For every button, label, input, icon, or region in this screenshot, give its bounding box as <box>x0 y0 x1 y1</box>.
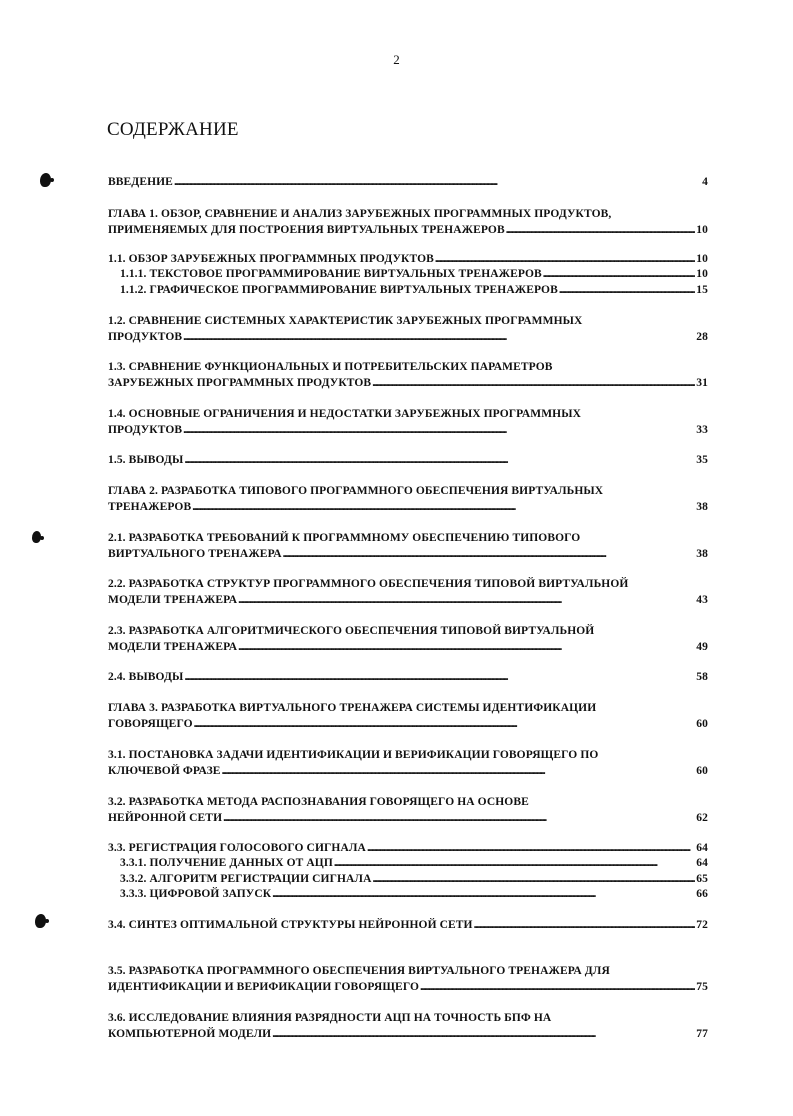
toc-entry-text: 1.2. СРАВНЕНИЕ СИСТЕМНЫХ ХАРАКТЕРИСТИК ЗАРУБЕЖНЫХ ПРОГРАММНЫХ <box>108 315 583 327</box>
toc-entry-text: 1.3. СРАВНЕНИЕ ФУНКЦИОНАЛЬНЫХ И ПОТРЕБИТЕЛЬСКИХ ПАРАМЕТРОВ <box>108 361 553 373</box>
dot-leader <box>192 500 695 516</box>
toc-entry-text: 3.6. ИССЛЕДОВАНИЕ ВЛИЯНИЯ РАЗРЯДНОСТИ АЦП НА ТОЧНОСТЬ БПФ НА <box>108 1012 552 1024</box>
toc-entry-text: 1.4. ОСНОВНЫЕ ОГРАНИЧЕНИЯ И НЕДОСТАТКИ ЗАРУБЕЖНЫХ ПРОГРАММНЫХ <box>108 408 581 420</box>
toc-page-number: 15 <box>696 284 708 296</box>
toc-entry <box>108 670 708 686</box>
toc-title: СОДЕРЖАНИЕ <box>107 119 239 140</box>
toc-page-number: 72 <box>696 919 708 931</box>
toc-entry-text: ИДЕНТИФИКАЦИИ И ВЕРИФИКАЦИИ ГОВОРЯЩЕГО <box>108 980 419 993</box>
toc-page-number: 10 <box>696 223 708 236</box>
dot-leader <box>183 330 695 346</box>
toc-entry-text: ЗАРУБЕЖНЫХ ПРОГРАММНЫХ ПРОДУКТОВ <box>108 376 372 389</box>
dot-leader <box>238 640 695 656</box>
toc-entry-text: 1.1.2. ГРАФИЧЕСКОЕ ПРОГРАММИРОВАНИЕ ВИРТУАЛЬНЫХ ТРЕНАЖЕРОВ <box>120 284 558 296</box>
toc-entry-text: МОДЕЛИ ТРЕНАЖЕРА <box>108 593 238 606</box>
toc-entry-text: 2.4. ВЫВОДЫ <box>108 671 184 683</box>
toc-entry <box>108 701 708 733</box>
toc-page-number: 10 <box>696 253 708 265</box>
dot-leader <box>222 764 696 780</box>
toc-entry <box>108 795 708 827</box>
dot-leader <box>420 980 695 996</box>
toc-entry <box>108 918 708 934</box>
toc-entry-text: НЕЙРОННОЙ СЕТИ <box>108 811 223 824</box>
dot-leader <box>223 811 695 827</box>
toc-entry-text: 3.5. РАЗРАБОТКА ПРОГРАММНОГО ОБЕСПЕЧЕНИЯ ВИРТУАЛЬНОГО ТРЕНАЖЕРА ДЛЯ <box>108 965 610 977</box>
toc-entry <box>120 267 708 283</box>
dot-leader <box>372 376 695 392</box>
toc-entry-text: 1.1.1. ТЕКСТОВОЕ ПРОГРАММИРОВАНИЕ ВИРТУАЛЬНЫХ ТРЕНАЖЕРОВ <box>120 268 542 280</box>
toc-entry-text: ГОВОРЯЩЕГО <box>108 717 193 730</box>
dot-leader <box>174 175 701 191</box>
dot-leader <box>183 423 695 439</box>
toc-page-number: 38 <box>696 547 708 560</box>
toc-entry-text: 2.3. РАЗРАБОТКА АЛГОРИТМИЧЕСКОГО ОБЕСПЕЧЕНИЯ ТИПОВОЙ ВИРТУАЛЬНОЙ <box>108 625 595 637</box>
toc-entry <box>108 175 708 191</box>
toc-entry-text: 3.1. ПОСТАНОВКА ЗАДАЧИ ИДЕНТИФИКАЦИИ И ВЕРИФИКАЦИИ ГОВОРЯЩЕГО ПО <box>108 749 599 761</box>
margin-ink-blot <box>35 914 46 928</box>
toc-page-number: 10 <box>696 268 708 280</box>
toc-entry <box>108 624 708 656</box>
toc-page-number: 65 <box>696 873 708 885</box>
toc-entry-text: ГЛАВА 3. РАЗРАБОТКА ВИРТУАЛЬНОГО ТРЕНАЖЕРА СИСТЕМЫ ИДЕНТИФИКАЦИИ <box>108 702 597 714</box>
toc-entry-text: 2.2. РАЗРАБОТКА СТРУКТУР ПРОГРАММНОГО ОБЕСПЕЧЕНИЯ ТИПОВОЙ ВИРТУАЛЬНОЙ <box>108 578 629 590</box>
toc-entry <box>108 748 708 780</box>
dot-leader <box>283 547 696 563</box>
dot-leader <box>435 252 695 268</box>
toc-entry-text: КОМПЬЮТЕРНОЙ МОДЕЛИ <box>108 1027 272 1040</box>
dot-leader <box>184 670 695 686</box>
toc-page-number: 66 <box>696 888 708 900</box>
toc-entry <box>108 841 708 857</box>
toc-entry-text: ПРОДУКТОВ <box>108 423 183 436</box>
toc-entry <box>120 283 708 299</box>
toc-entry-text: 3.2. РАЗРАБОТКА МЕТОДА РАСПОЗНАВАНИЯ ГОВОРЯЩЕГО НА ОСНОВЕ <box>108 796 529 808</box>
toc-page-number: 77 <box>696 1027 708 1040</box>
toc-page-number: 49 <box>696 640 708 653</box>
margin-ink-blot <box>32 531 41 543</box>
toc-entry <box>108 484 708 516</box>
toc-page-number: 28 <box>696 330 708 343</box>
toc-entry <box>108 207 708 239</box>
toc-entry-text: 1.5. ВЫВОДЫ <box>108 454 184 466</box>
toc-entry-text: 3.3. РЕГИСТРАЦИЯ ГОЛОСОВОГО СИГНАЛА <box>108 842 366 854</box>
dot-leader <box>334 856 695 872</box>
toc-entry-text: ТРЕНАЖЕРОВ <box>108 500 192 513</box>
toc-entry <box>108 314 708 346</box>
margin-ink-blot <box>40 173 51 187</box>
toc-page-number: 38 <box>696 500 708 513</box>
toc-page-number: 33 <box>696 423 708 436</box>
dot-leader <box>272 1027 695 1043</box>
toc-page-number: 31 <box>696 376 708 389</box>
dot-leader <box>367 841 695 857</box>
toc-entry-text: ПРОДУКТОВ <box>108 330 183 343</box>
page-number: 2 <box>393 52 400 67</box>
toc-entry-text: ГЛАВА 1. ОБЗОР, СРАВНЕНИЕ И АНАЛИЗ ЗАРУБЕЖНЫХ ПРОГРАММНЫХ ПРОДУКТОВ, <box>108 208 612 220</box>
toc-page-number: 43 <box>696 593 708 606</box>
toc-entry <box>120 872 708 888</box>
toc-entry-text: ВИРТУАЛЬНОГО ТРЕНАЖЕРА <box>108 547 282 560</box>
toc-entry <box>120 856 708 872</box>
toc-entry-text: 3.4. СИНТЕЗ ОПТИМАЛЬНОЙ СТРУКТУРЫ НЕЙРОННОЙ СЕТИ <box>108 919 473 931</box>
toc-page-number: 64 <box>696 842 708 854</box>
toc-page-number: 4 <box>702 176 708 188</box>
dot-leader <box>506 223 696 239</box>
toc-entry <box>108 252 708 268</box>
toc-entry-text: ПРИМЕНЯЕМЫХ ДЛЯ ПОСТРОЕНИЯ ВИРТУАЛЬНЫХ ТРЕНАЖЕРОВ <box>108 223 505 236</box>
dot-leader <box>184 453 695 469</box>
toc-entry-text: 3.3.1. ПОЛУЧЕНИЕ ДАННЫХ ОТ АЦП <box>120 857 333 869</box>
toc-page-number: 62 <box>696 811 708 824</box>
dot-leader <box>194 717 696 733</box>
toc-page-number: 60 <box>696 764 708 777</box>
toc-entry-text: МОДЕЛИ ТРЕНАЖЕРА <box>108 640 238 653</box>
dot-leader <box>238 593 695 609</box>
toc-page-number: 75 <box>696 980 708 993</box>
dot-leader <box>373 872 696 888</box>
dot-leader <box>272 887 695 903</box>
toc-entry <box>108 360 708 392</box>
dot-leader <box>543 267 696 283</box>
toc-entry <box>108 964 708 996</box>
toc-entry-text: ГЛАВА 2. РАЗРАБОТКА ТИПОВОГО ПРОГРАММНОГО ОБЕСПЕЧЕНИЯ ВИРТУАЛЬНЫХ <box>108 485 604 497</box>
toc-entry <box>108 577 708 609</box>
toc-entry <box>108 1011 708 1043</box>
dot-leader <box>474 918 696 934</box>
toc-page-number: 60 <box>696 717 708 730</box>
toc-entry-text: 3.3.2. АЛГОРИТМ РЕГИСТРАЦИИ СИГНАЛА <box>120 873 372 885</box>
toc-page-number: 35 <box>696 454 708 466</box>
toc-entry <box>108 531 708 563</box>
toc-entry-text: ВВЕДЕНИЕ <box>108 176 173 188</box>
toc-entry <box>120 887 708 903</box>
toc-page-number: 64 <box>696 857 708 869</box>
toc-page-number: 58 <box>696 671 708 683</box>
toc-entry-text: 2.1. РАЗРАБОТКА ТРЕБОВАНИЙ К ПРОГРАММНОМУ ОБЕСПЕЧЕНИЮ ТИПОВОГО <box>108 532 581 544</box>
toc-entry <box>108 407 708 439</box>
toc-entry-text: 3.3.3. ЦИФРОВОЙ ЗАПУСК <box>120 888 272 900</box>
toc-entry <box>108 453 708 469</box>
dot-leader <box>559 283 695 299</box>
toc-entry-text: КЛЮЧЕВОЙ ФРАЗЕ <box>108 764 221 777</box>
toc-entry-text: 1.1. ОБЗОР ЗАРУБЕЖНЫХ ПРОГРАММНЫХ ПРОДУКТОВ <box>108 253 434 265</box>
